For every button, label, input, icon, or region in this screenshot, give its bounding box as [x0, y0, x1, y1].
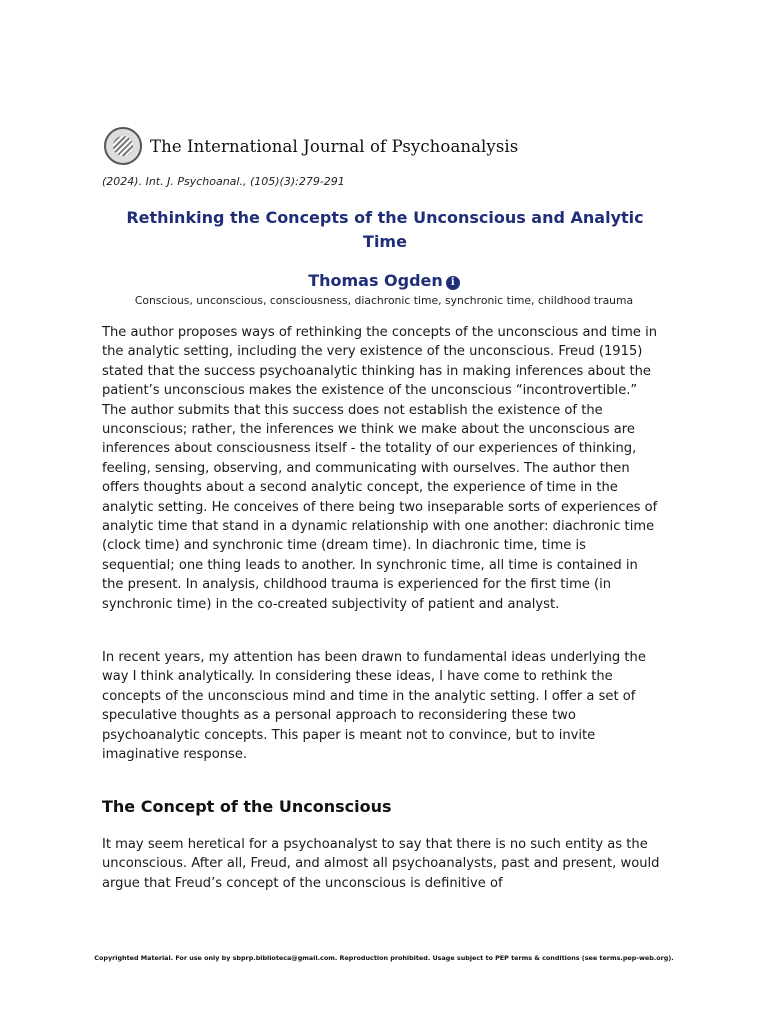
keywords: Conscious, unconscious, consciousness, diachronic time, synchronic time, childhood trauma	[134, 294, 634, 307]
journal-name: The International Journal of Psychoanalysis	[150, 136, 519, 156]
author-name[interactable]: Thomas Ogden	[308, 271, 443, 290]
intro-paragraph: In recent years, my attention has been drawn to fundamental ideas underlying the way I think analytically. In considering these ideas, I have come to rethink the concepts of the unconscious mind and time in the analytic setting. I offer a set of speculative thoughts as a personal approach to reconsidering these two psychoanalytic concepts. This paper is meant not to convince, but to invite imaginative response.	[102, 650, 646, 763]
section-heading: The Concept of the Unconscious	[102, 797, 392, 816]
citation: (2024). Int. J. Psychoanal., (105)(3):279-291	[102, 175, 345, 188]
info-circle-icon[interactable]: i	[446, 276, 460, 290]
journal-seal-logo-icon	[104, 127, 142, 165]
journal-header	[104, 126, 664, 166]
abstract-paragraph: The author proposes ways of rethinking the concepts of the unconscious and time in the analytic setting, including the very existence of the unconscious. Freud (1915) stated that the success psychoanalytic thinking has in making inferences about the patient’s unconscious makes the existence of the unconscious “incontrovertible.” The author submits that this success does not establish the existence of the unconscious; rather, the inferences we think we make about the unconscious are inferences about consciousness itself - the totality of our experiences of thinking, feeling, sensing, observing, and communicating with ourselves. The author then offers thoughts about a second analytic concept, the experience of time in the analytic setting. He conceives of there being two inseparable sorts of experiences of analytic time that stand in a dynamic relationship with one another: diachronic time (clock time) and synchronic time (dream time). In diachronic time, time is sequential; one thing leads to another. In synchronic time, all time is contained in the present. In analysis, childhood trauma is experienced for the first time (in synchronic time) in the co-created subjectivity of patient and analyst.	[102, 325, 658, 612]
section-paragraph: It may seem heretical for a psychoanalyst to say that there is no such entity as the unconscious. After all, Freud, and almost all psychoanalysts, past and present, would argue that Freud’s concept of the unconscious is definitive of	[102, 837, 660, 891]
author-line	[0, 271, 768, 290]
article-title: Rethinking the Concepts of the Unconscious and Analytic Time	[126, 208, 644, 251]
copyright-notice: Copyrighted Material. For use only by sbprp.biblioteca@gmail.com. Reproduction prohibited. Usage subject to PEP terms & conditions (see terms.pep-web.org).	[94, 954, 674, 962]
